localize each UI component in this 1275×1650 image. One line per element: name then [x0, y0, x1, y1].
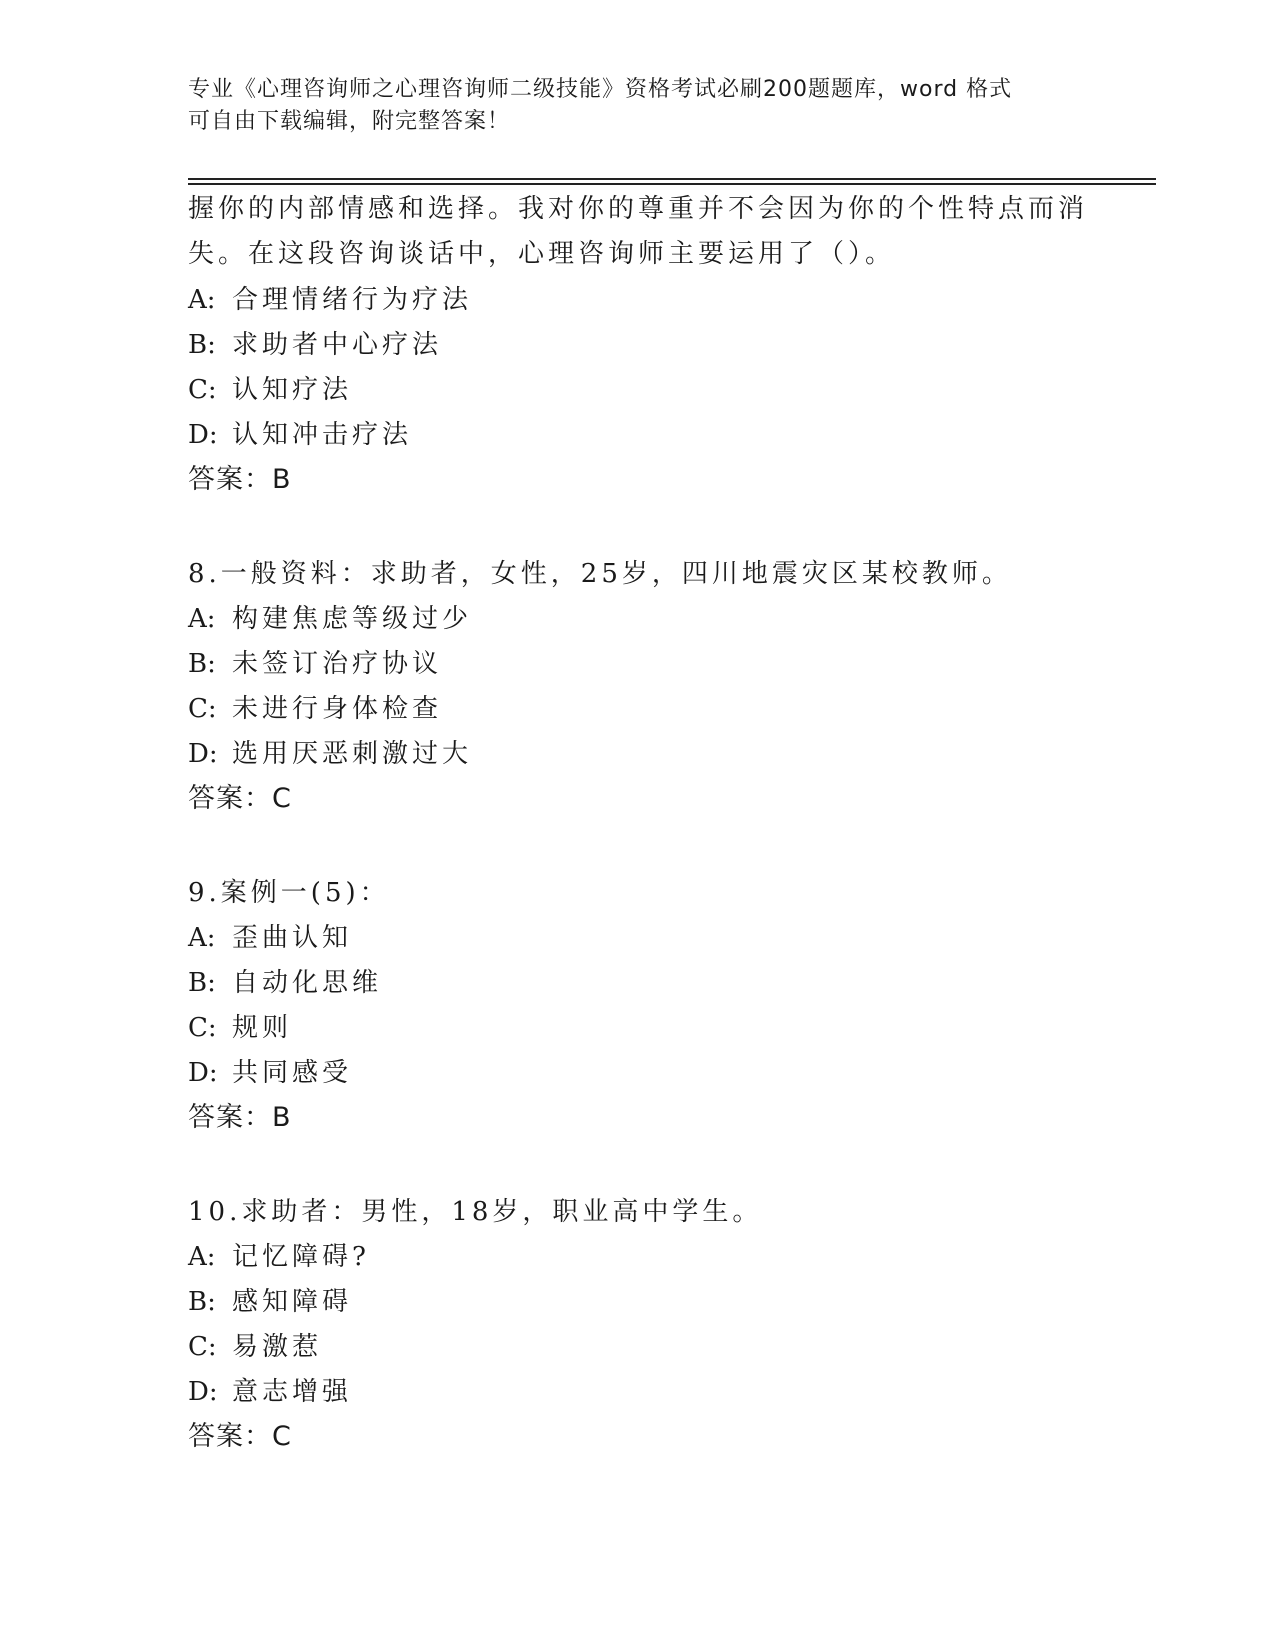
option-text: 认知疗法 — [232, 375, 353, 405]
answer: 答案：B — [188, 464, 292, 495]
option-text: 未进行身体检查 — [232, 694, 443, 724]
document-header — [188, 74, 1088, 138]
option-letter: B: — [188, 649, 216, 679]
option-b — [188, 647, 442, 681]
option-b — [188, 328, 442, 362]
header-divider-top — [188, 178, 1156, 180]
option-d — [188, 737, 472, 771]
option-letter: C: — [188, 1013, 217, 1043]
option-letter: A: — [188, 923, 216, 953]
question-stem: 10.求助者：男性，18岁，职业高中学生。 — [188, 1197, 763, 1227]
option-letter: D: — [188, 420, 218, 450]
option-letter: D: — [188, 1058, 218, 1088]
option-letter: C: — [188, 694, 217, 724]
option-d — [188, 418, 412, 452]
option-letter: B: — [188, 1287, 216, 1317]
option-b — [188, 1285, 352, 1319]
option-text: 记忆障碍? — [232, 1242, 370, 1272]
option-text: 易激惹 — [232, 1332, 323, 1362]
option-letter: A: — [188, 604, 216, 634]
option-d — [188, 1375, 352, 1409]
option-text: 共同感受 — [232, 1058, 353, 1088]
option-text: 求助者中心疗法 — [232, 330, 443, 360]
question-stem: 9.案例一(5)： — [188, 878, 390, 908]
answer: 答案：B — [188, 1102, 292, 1133]
option-text: 未签订治疗协议 — [232, 649, 443, 679]
option-c — [188, 1330, 322, 1364]
option-letter: C: — [188, 375, 217, 405]
option-d — [188, 1056, 352, 1090]
option-c — [188, 373, 352, 407]
option-text: 认知冲击疗法 — [232, 420, 413, 450]
header-line-2: 可自由下载编辑，附完整答案！ — [188, 109, 511, 134]
option-text: 自动化思维 — [232, 968, 383, 998]
option-letter: A: — [188, 1242, 216, 1272]
option-text: 感知障碍 — [232, 1287, 353, 1317]
option-c — [188, 692, 442, 726]
question-stem-continued: 握你的内部情感和选择。我对你的尊重并不会因为你的个性特点而消 — [188, 194, 1089, 224]
header-divider-bottom — [188, 183, 1156, 185]
option-letter: A: — [188, 285, 216, 315]
option-c — [188, 1011, 292, 1045]
option-letter: B: — [188, 968, 216, 998]
option-text: 合理情绪行为疗法 — [232, 285, 473, 315]
answer: 答案：C — [188, 1421, 292, 1452]
option-text: 构建焦虑等级过少 — [232, 604, 473, 634]
question-stem-continued: 失。在这段咨询谈话中，心理咨询师主要运用了（）。 — [188, 239, 896, 269]
option-letter: C: — [188, 1332, 217, 1362]
option-letter: D: — [188, 1377, 218, 1407]
option-b — [188, 966, 382, 1000]
option-letter: B: — [188, 330, 216, 360]
option-a — [188, 283, 472, 317]
option-a — [188, 1240, 370, 1274]
option-text: 规则 — [232, 1013, 293, 1043]
question-stem: 8.一般资料：求助者，女性，25岁，四川地震灾区某校教师。 — [188, 559, 1012, 589]
option-text: 选用厌恶刺激过大 — [232, 739, 473, 769]
option-a — [188, 602, 472, 636]
header-line-1: 专业《心理咨询师之心理咨询师二级技能》资格考试必刷200题题库，word 格式 — [188, 77, 1013, 102]
answer: 答案：C — [188, 783, 292, 814]
option-text: 歪曲认知 — [232, 923, 353, 953]
option-letter: D: — [188, 739, 218, 769]
option-a — [188, 921, 352, 955]
option-text: 意志增强 — [232, 1377, 353, 1407]
